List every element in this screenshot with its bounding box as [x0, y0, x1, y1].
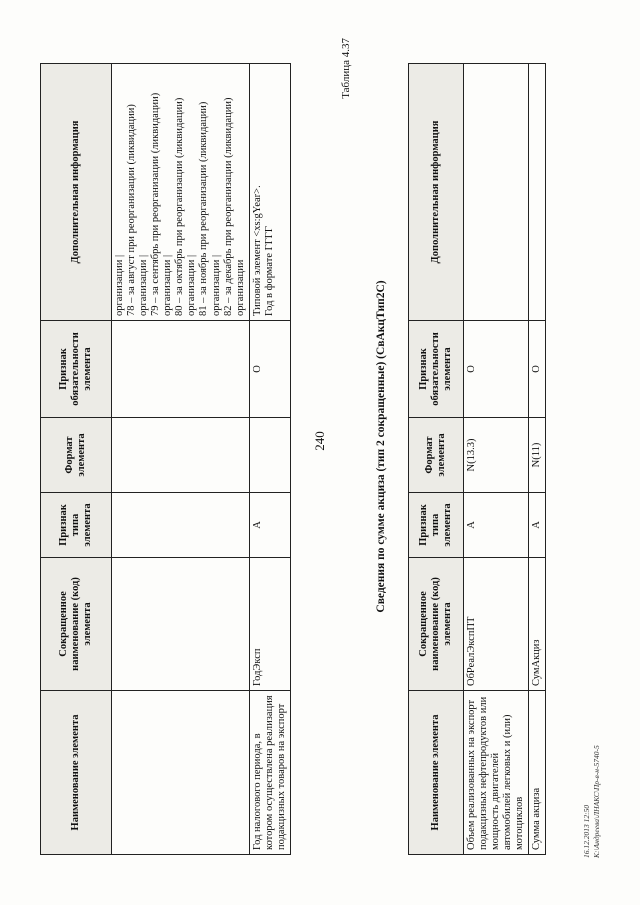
- cell-info: [112, 64, 250, 321]
- header-element-name: Наименование элемента: [41, 691, 112, 855]
- table-header-row: [409, 64, 464, 855]
- excise-amount-table: [408, 63, 546, 855]
- cell-info: [249, 64, 290, 321]
- cell-format: N(13.3): [464, 418, 529, 493]
- cell-name: Сумма акциза: [529, 691, 546, 855]
- cell-name: Объем реализованных на экспорт подакцизных нефтепродуктов или мощность двигателей автомобилей легковых и (или) мотоциклов: [464, 691, 529, 855]
- table-row: [464, 64, 529, 855]
- rotated-page-content: [40, 38, 600, 855]
- cell-name: [112, 691, 250, 855]
- header-element-required: Признак обязательности элемента: [41, 321, 112, 418]
- table-number-label: Таблица 4.37: [340, 38, 352, 99]
- cell-format: [249, 418, 290, 493]
- header-element-code: Сокращенное наименование (код) элемента: [41, 558, 112, 691]
- cell-type: А: [464, 493, 529, 558]
- table-caption: Сведения по сумме акциза (тип 2 сокращенные) (СвАкцТип2С): [375, 280, 387, 613]
- cell-format: [112, 418, 250, 493]
- table-row: [112, 64, 250, 855]
- header-element-format: Формат элемента: [409, 418, 464, 493]
- cell-code: СумАкциз: [529, 558, 546, 691]
- stamp-date: 16.12.2013 12:50: [582, 804, 591, 858]
- stamp-path: К:\Андреева\ЛНАКС\Пр-в-н-5740-5: [591, 745, 601, 858]
- header-element-name: Наименование элемента: [409, 691, 464, 855]
- info-line: 81 – за ноябрь при реорганизации (ликвидации) организации |: [198, 101, 222, 316]
- cell-type: А: [249, 493, 290, 558]
- cell-info: [529, 64, 546, 321]
- info-line: Год в формате ГГГГ: [263, 226, 275, 316]
- info-line: организации |: [114, 254, 125, 316]
- cell-name: Год налогового периода, в котором осуществлена реализация подакцизных товаров на экспорт: [249, 691, 290, 855]
- cell-type: А: [529, 493, 546, 558]
- cell-required: О: [464, 321, 529, 418]
- header-element-type: Признак типа элемента: [41, 493, 112, 558]
- table-row: [249, 64, 290, 855]
- header-element-type: Признак типа элемента: [409, 493, 464, 558]
- header-additional-info: Дополнительная информация: [41, 64, 112, 321]
- info-line: 80 – за октябрь при реорганизации (ликвидации) организации |: [174, 97, 198, 316]
- header-element-format: Формат элемента: [41, 418, 112, 493]
- header-additional-info: Дополнительная информация: [409, 64, 464, 321]
- cell-code: ГодЭксп: [249, 558, 290, 691]
- cell-code: [112, 558, 250, 691]
- info-line: Типовой элемент <xs:gYear>.: [251, 185, 263, 316]
- header-element-code: Сокращенное наименование (код) элемента: [409, 558, 464, 691]
- info-line: 82 – за декабрь при реорганизации (ликвидации) организации: [222, 97, 246, 316]
- table-header-row: [41, 64, 112, 855]
- cell-required: [112, 321, 250, 418]
- page-number: 240: [312, 431, 327, 451]
- element-table-continued: [40, 63, 291, 855]
- info-line: 79 – за сентябрь при реорганизации (ликвидации) организации |: [150, 92, 174, 316]
- cell-required: О: [249, 321, 290, 418]
- table-row: [529, 64, 546, 855]
- cell-type: [112, 493, 250, 558]
- info-line: 78 – за август при реорганизации (ликвидации) организации |: [126, 104, 150, 316]
- cell-info: [464, 64, 529, 321]
- header-element-required: Признак обязательности элемента: [409, 321, 464, 418]
- cell-format: N(11): [529, 418, 546, 493]
- cell-code: ОбРеалЭкспПТ: [464, 558, 529, 691]
- cell-required: О: [529, 321, 546, 418]
- document-stamp: [582, 728, 602, 858]
